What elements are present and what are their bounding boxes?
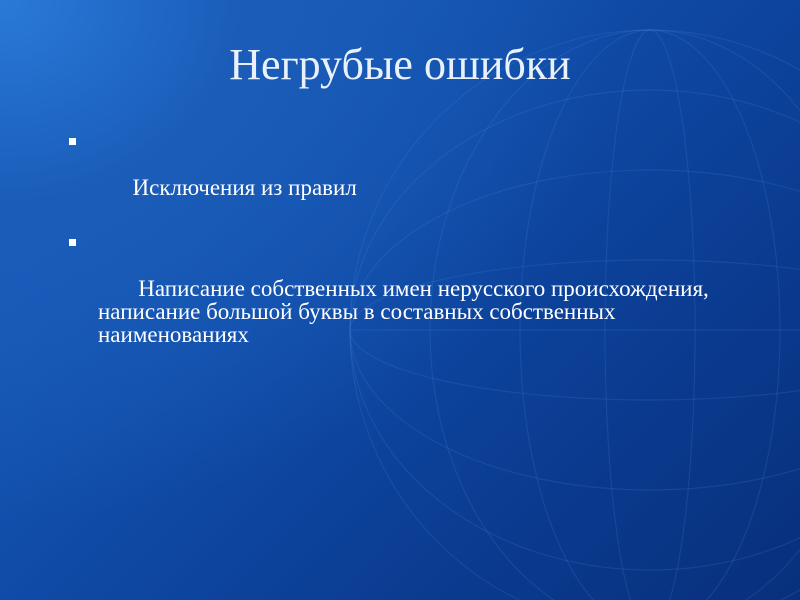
bullet-list [66,130,736,378]
bullet-text: Написание собственных имен нерусского происхождения, написание большой буквы в составных собственных наименованиях [98,276,715,347]
bullet-text: Исключения из правил [132,175,357,200]
slide-title: Негрубые ошибки [229,40,571,89]
square-bullet-icon [69,239,76,246]
list-item [66,130,736,222]
square-bullet-icon [69,138,76,145]
list-item [66,231,736,369]
